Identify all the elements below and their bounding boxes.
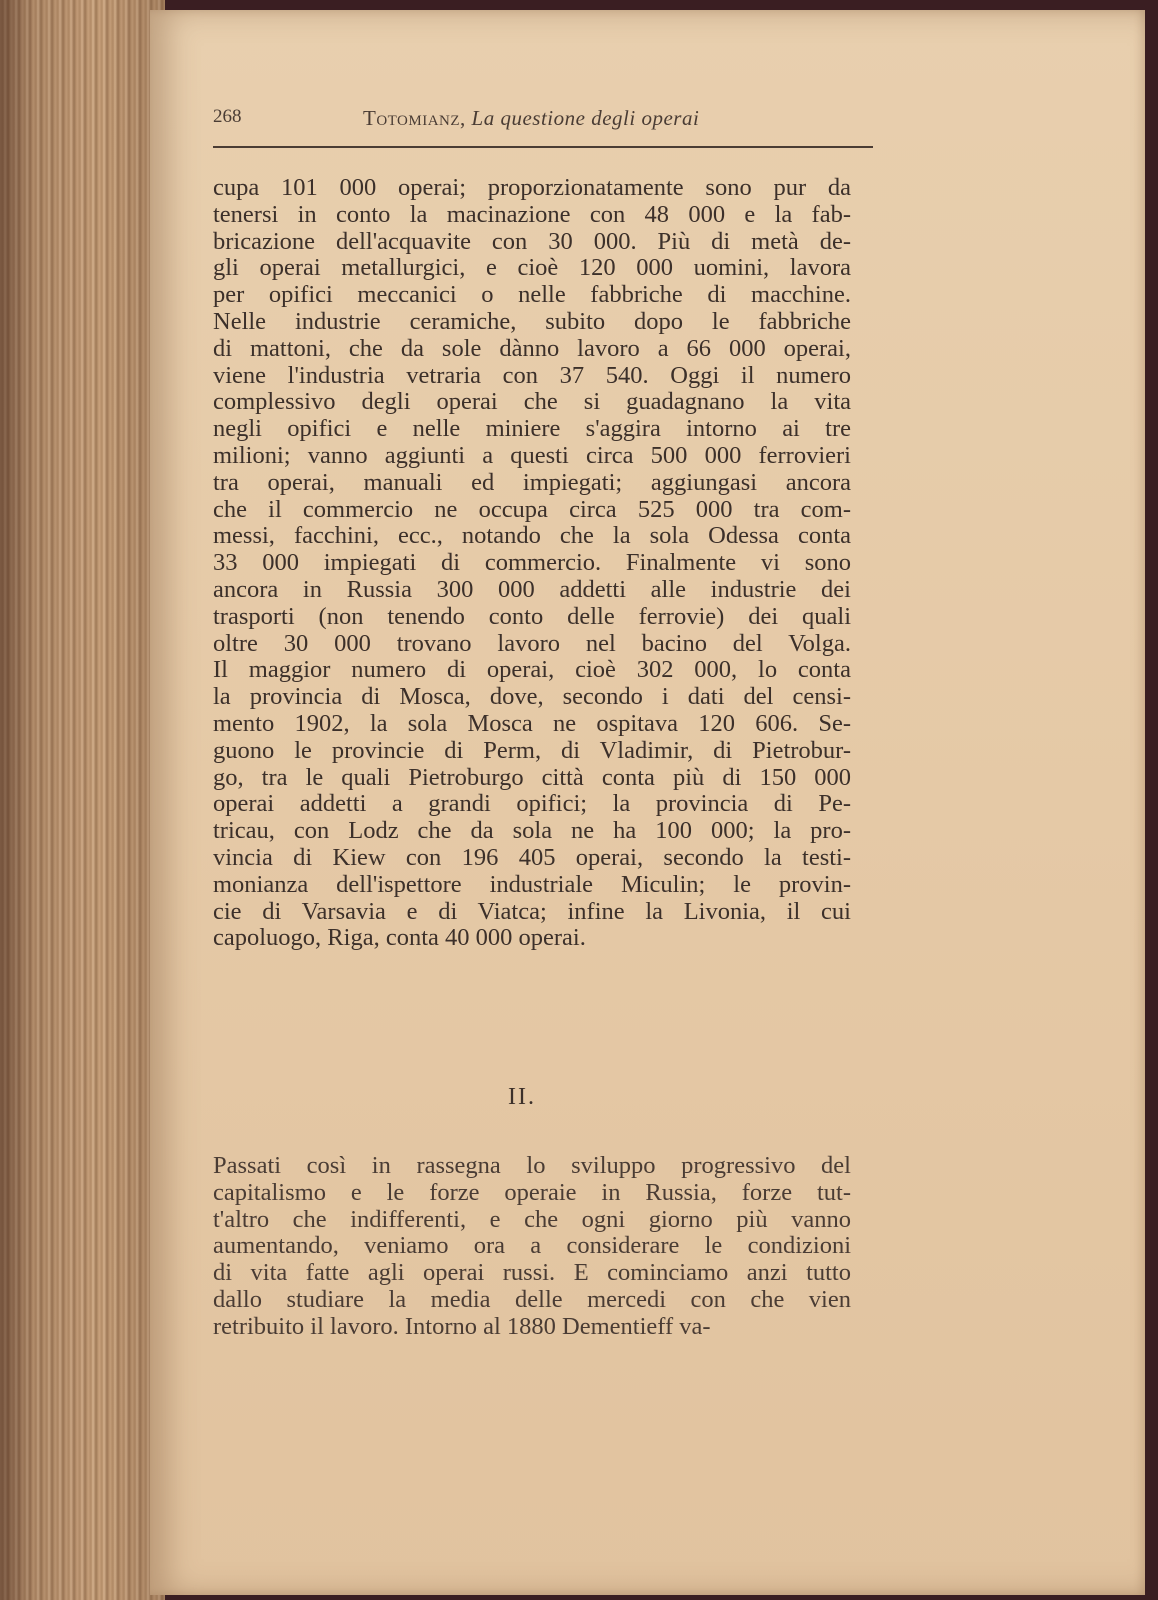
text-line: di mattoni, che da sole dànno lavoro a 66 000 operai, xyxy=(213,334,851,362)
text-line: milioni; vanno aggiunti a questi circa 500 000 ferrovieri xyxy=(213,441,851,469)
text-line: guono le provincie di Perm, di Vladimir, di Pietrobur- xyxy=(213,736,851,764)
paragraph-1 xyxy=(213,175,851,952)
text-line: dallo studiare la media delle mercedi con che vien xyxy=(213,1285,851,1313)
text-line: Il maggior numero di operai, cioè 302 000, lo conta xyxy=(213,656,851,684)
text-line: che il commercio ne occupa circa 525 000 tra com- xyxy=(213,495,851,523)
text-line: per opifici meccanici o nelle fabbriche di macchine. xyxy=(213,281,851,309)
section-heading: II. xyxy=(508,1084,536,1110)
text-line: retribuito il lavoro. Intorno al 1880 Dementieff va- xyxy=(213,1312,711,1340)
text-line: tricau, con Lodz che da sola ne ha 100 000; la pro- xyxy=(213,817,851,845)
text-line: viene l'industria vetraria con 37 540. Oggi il numero xyxy=(213,361,851,389)
text-line: Nelle industrie ceramiche, subito dopo le fabbriche xyxy=(213,307,851,335)
text-line: operai addetti a grandi opifici; la provincia di Pe- xyxy=(213,790,851,818)
text-line: go, tra le quali Pietroburgo città conta più di 150 000 xyxy=(213,763,851,791)
text-line: 33 000 impiegati di commercio. Finalmente vi sono xyxy=(213,549,851,577)
text-line: capitalismo e le forze operaie in Russia, forze tut- xyxy=(213,1178,851,1206)
text-line: vincia di Kiew con 196 405 operai, secondo la testi- xyxy=(213,843,851,871)
text-line: di vita fatte agli operai russi. E cominciamo anzi tutto xyxy=(213,1259,851,1287)
running-head: Totomianz, La questione degli operai xyxy=(363,106,700,130)
text-line: aumentando, veniamo ora a considerare le condizioni xyxy=(213,1232,851,1260)
text-line: oltre 30 000 trovano lavoro nel bacino del Volga. xyxy=(213,629,851,657)
paragraph-2 xyxy=(213,1153,851,1341)
text-line: cupa 101 000 operai; proporzionatamente sono pur da xyxy=(213,174,851,201)
running-head-title: La questione degli operai xyxy=(471,106,700,130)
text-line: bricazione dell'acquavite con 30 000. Più di metà de- xyxy=(213,227,851,255)
text-line: capoluogo, Riga, conta 40 000 operai. xyxy=(213,924,586,952)
text-line: gli operai metallurgici, e cioè 120 000 uomini, lavora xyxy=(213,254,851,282)
book-edge-shadow xyxy=(0,0,165,1600)
text-line: tenersi in conto la macinazione con 48 000 e la fab- xyxy=(213,200,851,228)
text-line: complessivo degli operai che si guadagnano la vita xyxy=(213,388,851,416)
text-line: ancora in Russia 300 000 addetti alle industrie dei xyxy=(213,575,851,603)
text-line: t'altro che indifferenti, e che ogni giorno più vanno xyxy=(213,1205,851,1233)
text-line: trasporti (non tenendo conto delle ferrovie) dei quali xyxy=(213,602,851,630)
text-line: messi, facchini, ecc., notando che la sola Odessa conta xyxy=(213,522,851,550)
text-line: cie di Varsavia e di Viatca; infine la Livonia, il cui xyxy=(213,897,851,925)
text-line: Passati così in rassegna lo sviluppo progressivo del xyxy=(213,1152,851,1179)
running-head-author: Totomianz xyxy=(363,106,461,130)
running-header xyxy=(213,100,873,140)
page-number: 268 xyxy=(213,106,242,127)
text-line: negli opifici e nelle miniere s'aggira intorno ai tre xyxy=(213,415,851,443)
text-line: mento 1902, la sola Mosca ne ospitava 120 606. Se- xyxy=(213,709,851,737)
text-line: tra operai, manuali ed impiegati; aggiungasi ancora xyxy=(213,468,851,496)
header-rule xyxy=(213,146,873,148)
text-line: monianza dell'ispettore industriale Miculin; le provin- xyxy=(213,870,851,898)
text-line: la provincia di Mosca, dove, secondo i dati del censi- xyxy=(213,683,851,711)
